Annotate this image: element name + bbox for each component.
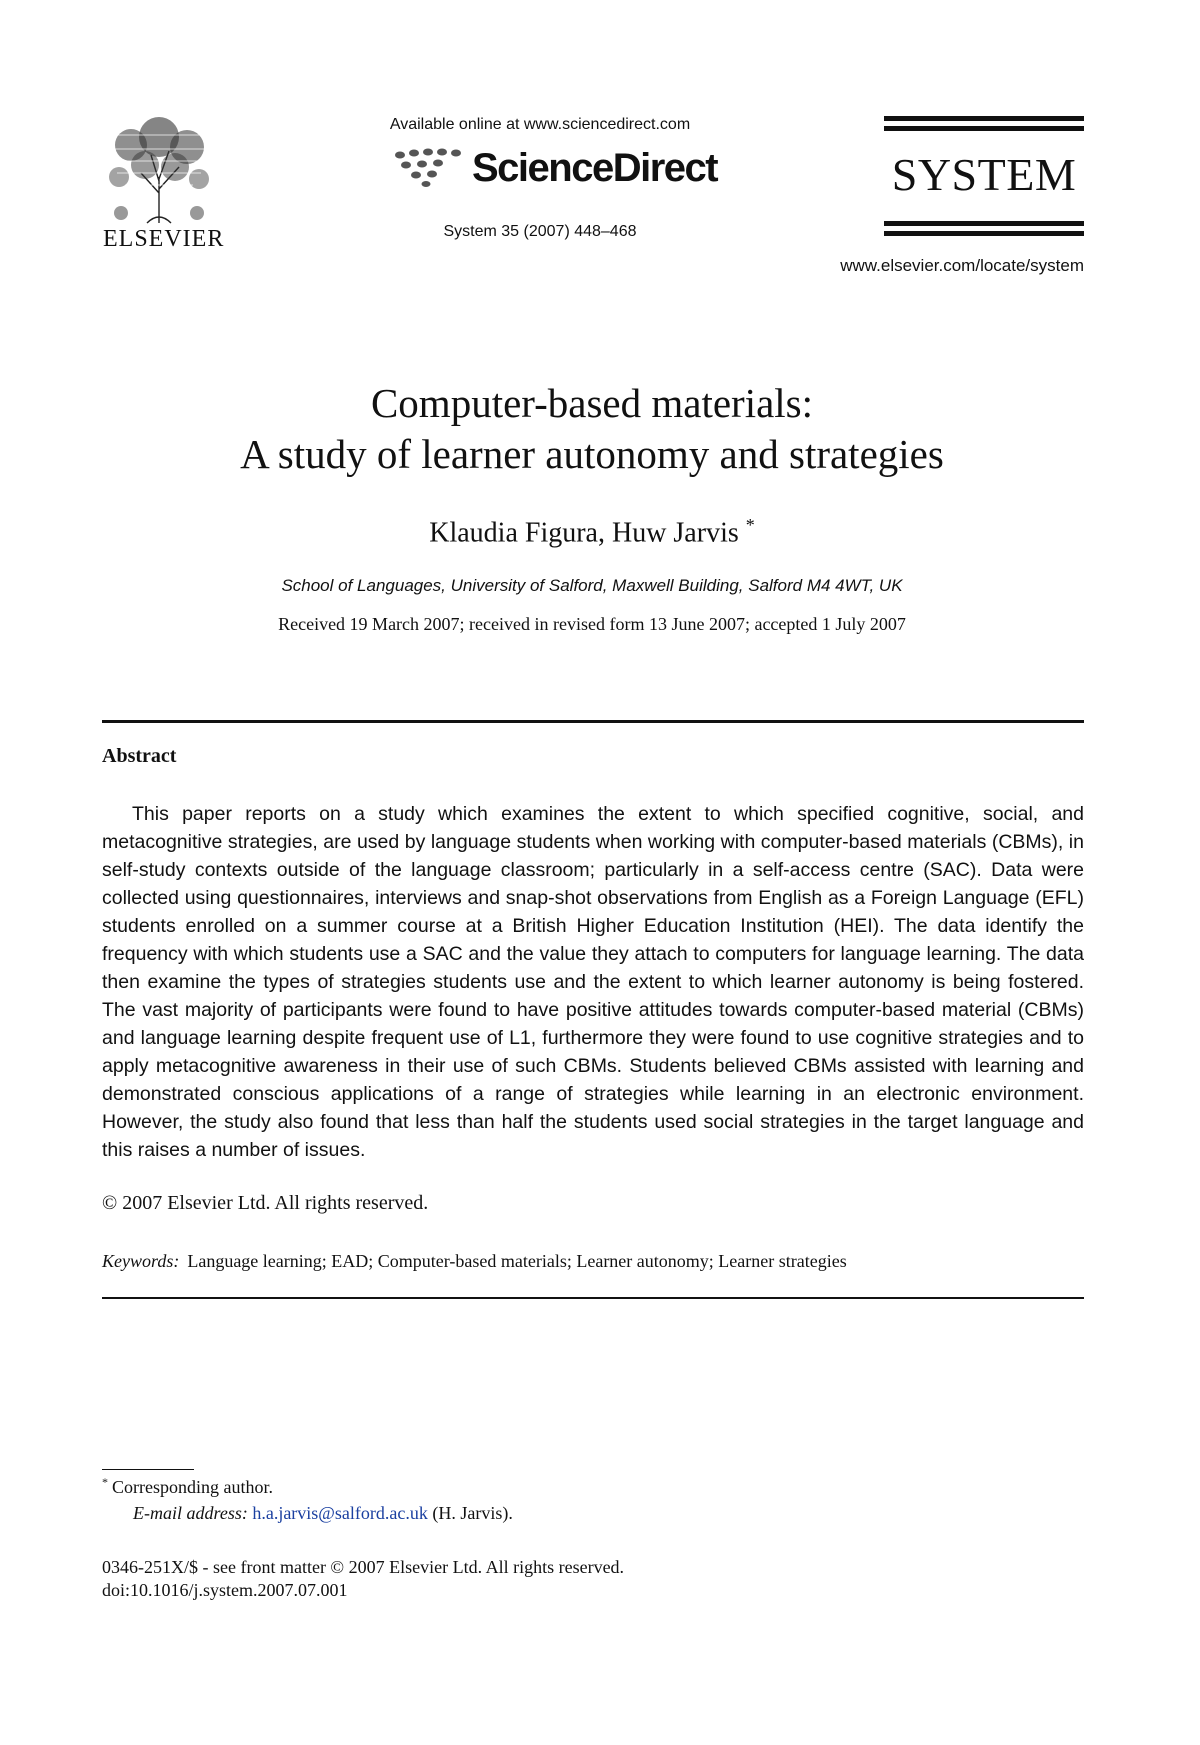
publisher-wordmark: ELSEVIER xyxy=(103,226,225,252)
authors-text: Klaudia Figura, Huw Jarvis xyxy=(429,517,739,549)
journal-citation: System 35 (2007) 448–468 xyxy=(443,223,637,240)
journal-masthead xyxy=(884,116,1084,241)
abstract-top-rule xyxy=(102,720,1084,723)
received-dates: Received 19 March 2007; received in revised form 13 June 2007; accepted 1 July 2007 xyxy=(278,614,906,634)
tree-logo-icon xyxy=(101,115,217,225)
footnote-email xyxy=(133,1503,513,1524)
abstract-body: This paper reports on a study which examines the extent to which specified cognitive, social, and metacognitive strategies, are used by language students when working with computer-based materials (CBMs), in self-study contexts outside of the language classroom; particularly in a self-access centre (SAC). Data were collected using questionnaires, interviews and snap-shot observations from English as a Foreign Language (EFL) students enrolled on a summer course at a British Higher Education Institution (HEI). The data identify the frequency with which students use a SAC and the value they attach to computers for language learning. The data then examine the types of strategies students use and the extent to which learner autonomy is being fostered. The vast majority of participants were found to have positive attitudes towards computer-based material (CBMs) and language learning despite frequent use of L1, furthermore they were found to use cognitive strategies and to apply metacognitive awareness in their use of such CBMs. Students believed CBMs assisted with learning and demonstrated conscious applications of a range of strategies while learning in an electronic environment. However, the study also found that less than half the students used social strategies in the target language and this raises a number of issues. xyxy=(102,803,1084,1161)
available-online-text: Available online at www.sciencedirect.com xyxy=(389,116,691,133)
sciencedirect-dots-icon xyxy=(392,147,464,187)
keywords-list: Language learning; EAD; Computer-based materials; Learner autonomy; Learner strategies xyxy=(187,1251,847,1271)
masthead-rule xyxy=(884,221,1084,226)
email-owner: (H. Jarvis). xyxy=(432,1503,513,1523)
email-label: E-mail address: xyxy=(133,1503,248,1523)
corresponding-author-text: Corresponding author. xyxy=(112,1477,273,1497)
footnote-corresponding xyxy=(102,1475,273,1498)
issn-line: 0346-251X/$ - see front matter © 2007 Elsevier Ltd. All rights reserved. xyxy=(102,1557,625,1577)
masthead-rule xyxy=(884,231,1084,236)
elsevier-logo xyxy=(101,115,225,252)
author-list xyxy=(0,515,1184,549)
sciencedirect-logo xyxy=(330,139,750,199)
doi-line[interactable]: doi:10.1016/j.system.2007.07.001 xyxy=(102,1580,348,1600)
corresponding-author-marker[interactable]: * xyxy=(745,515,755,535)
keywords-line xyxy=(102,1251,847,1272)
email-link[interactable]: h.a.jarvis@salford.ac.uk xyxy=(252,1503,428,1523)
masthead-center xyxy=(330,115,750,241)
title-line-2: A study of learner autonomy and strategies xyxy=(240,431,944,477)
keywords-label: Keywords: xyxy=(102,1251,180,1271)
article-title xyxy=(0,378,1184,480)
abstract-heading: Abstract xyxy=(102,745,177,767)
masthead-rule xyxy=(884,126,1084,131)
masthead-rule xyxy=(884,116,1084,121)
journal-url-link[interactable]: www.elsevier.com/locate/system xyxy=(840,256,1084,275)
abstract-bottom-rule xyxy=(102,1297,1084,1299)
sciencedirect-wordmark: ScienceDirect xyxy=(472,146,718,190)
footnote-marker: * xyxy=(102,1475,108,1489)
footnote-rule xyxy=(102,1469,194,1470)
journal-name: SYSTEM xyxy=(891,149,1077,200)
affiliation: School of Languages, University of Salford, Maxwell Building, Salford M4 4WT, UK xyxy=(281,576,903,595)
title-line-1: Computer-based materials: xyxy=(370,380,814,426)
abstract-copyright: © 2007 Elsevier Ltd. All rights reserved. xyxy=(102,1192,429,1214)
